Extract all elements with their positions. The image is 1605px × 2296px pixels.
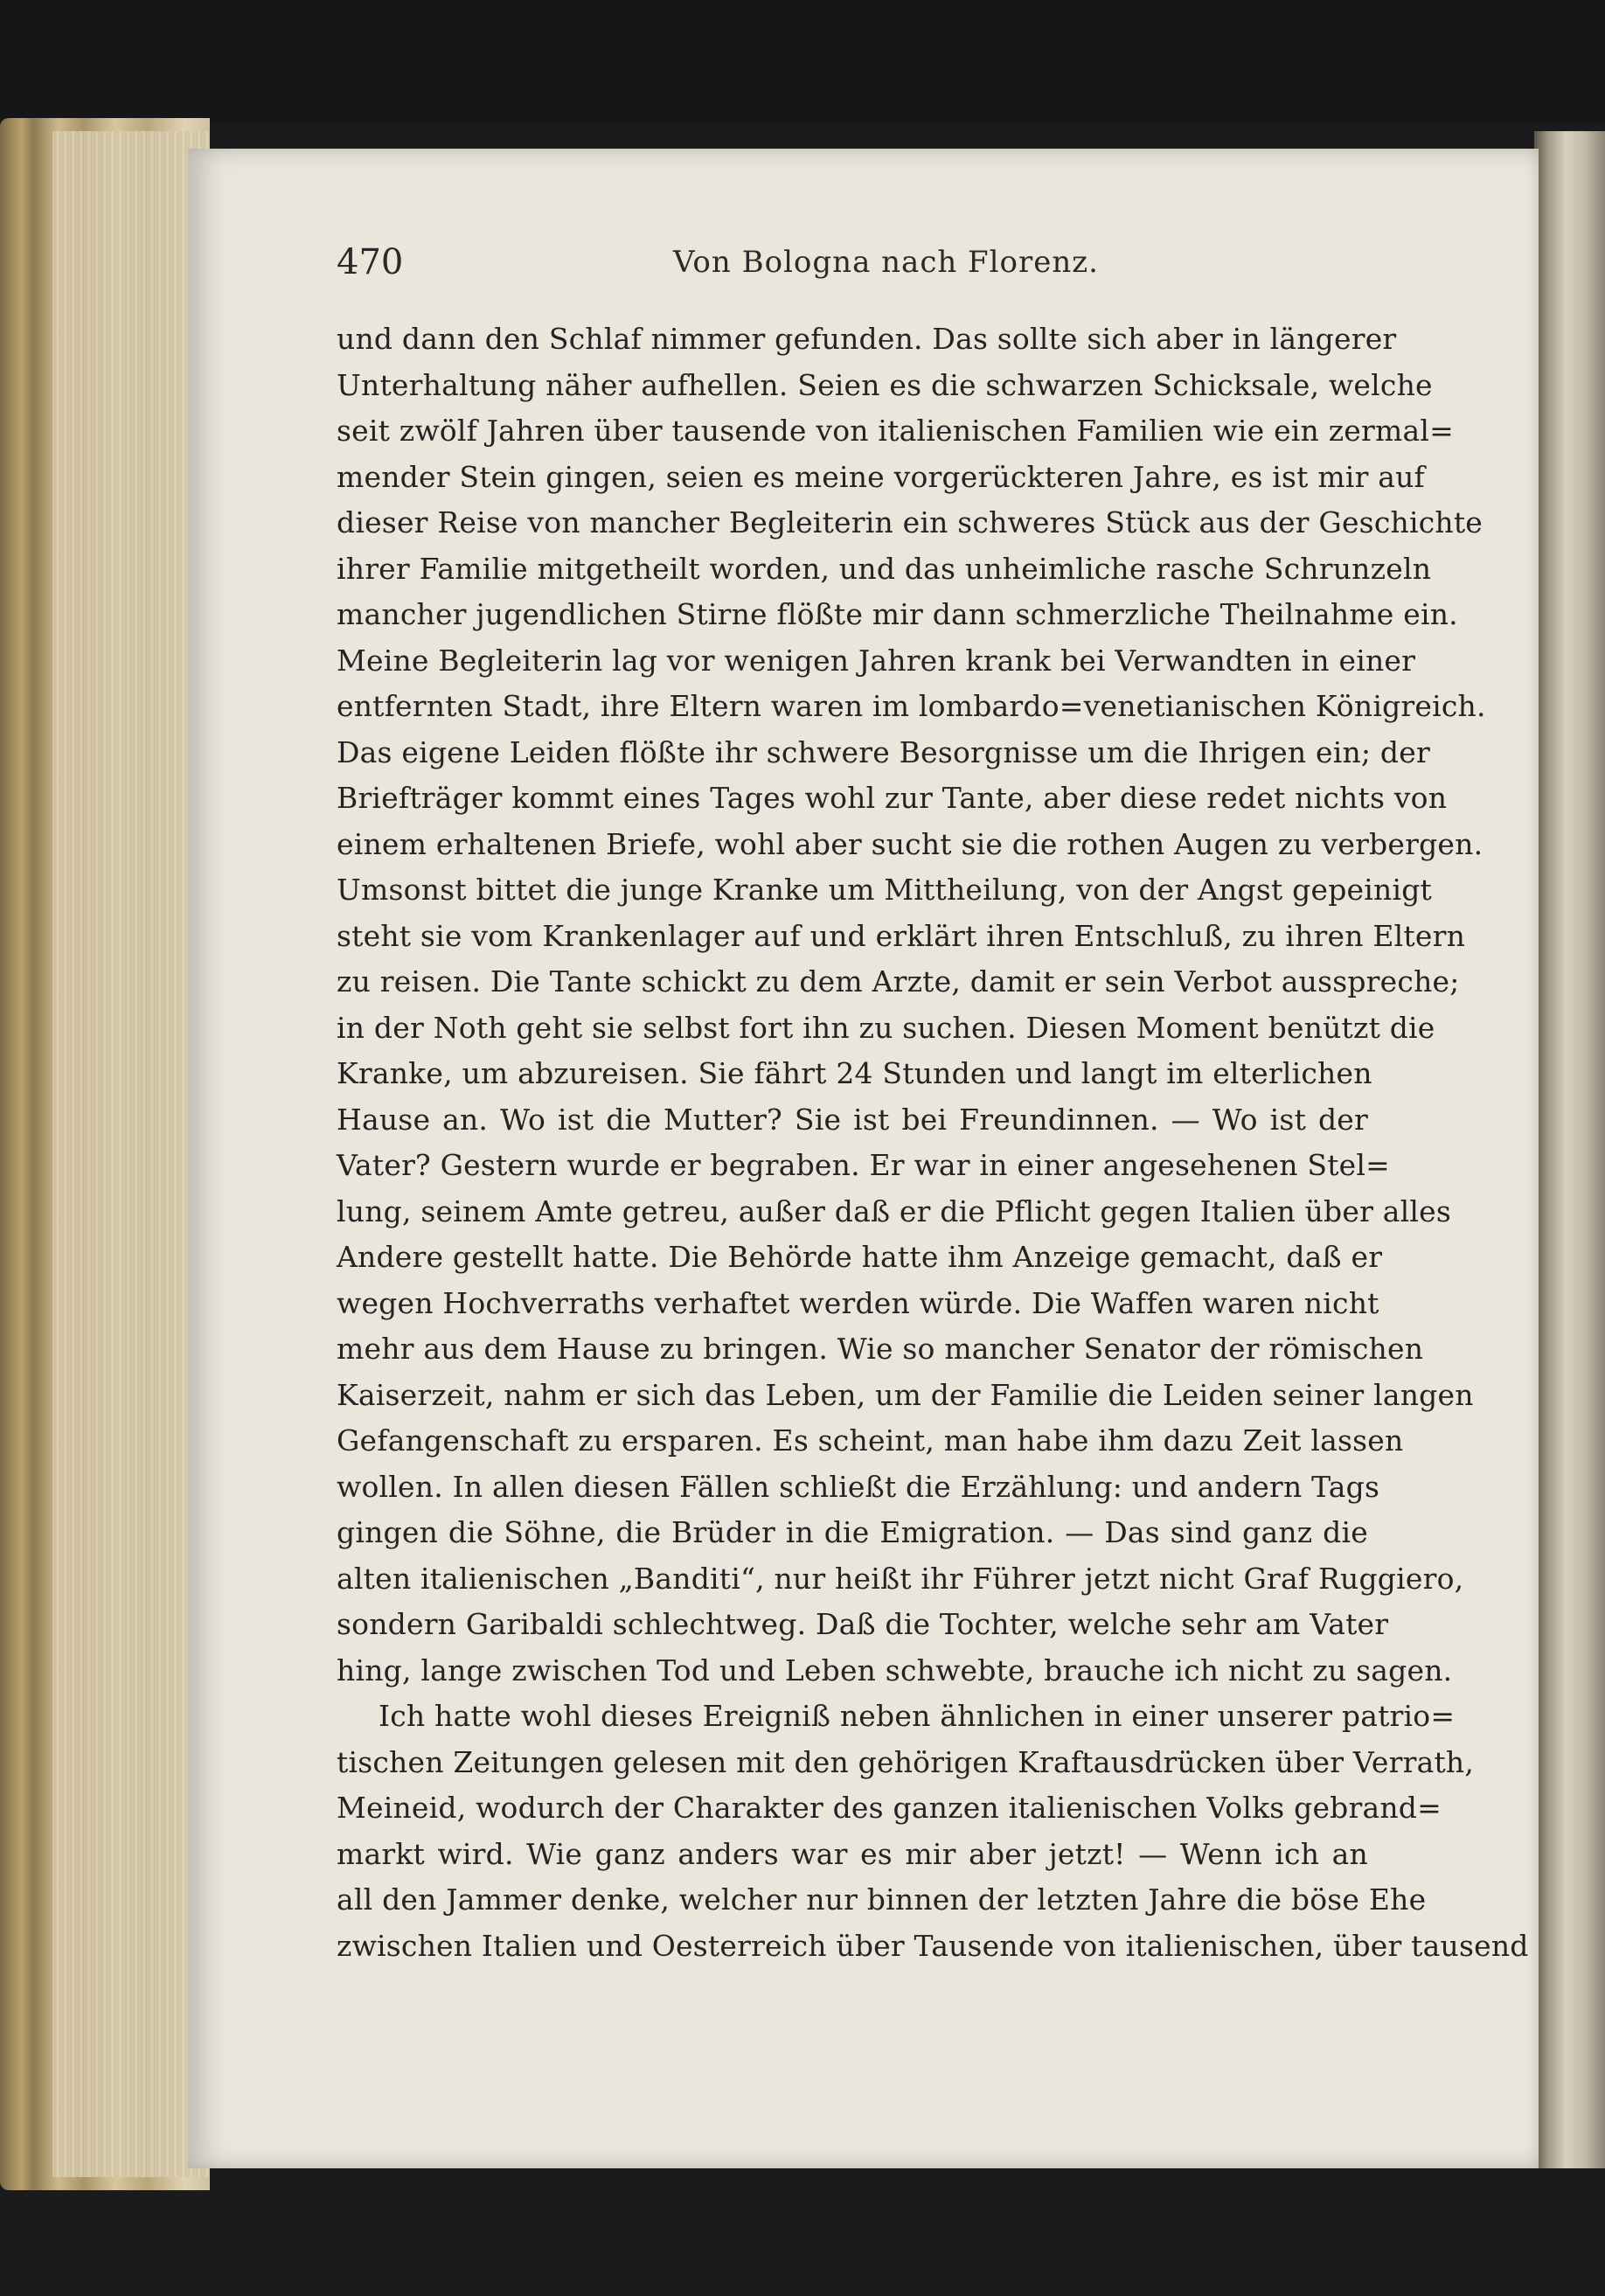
text-line: Briefträger kommt eines Tages wohl zur Tante, aber diese redet nichts von <box>337 781 1448 815</box>
body-text <box>337 317 1529 1969</box>
text-line: gingen die Söhne, die Brüder in die Emigration. — Das sind ganz die <box>337 1515 1368 1549</box>
text-line: seit zwölf Jahren über tausende von italienischen Familien wie ein zermal= <box>337 414 1454 448</box>
text-line: mender Stein gingen, seien es meine vorgerückteren Jahre, es ist mir auf <box>337 459 1425 494</box>
text-line: mehr aus dem Hause zu bringen. Wie so mancher Senator der römischen <box>337 1332 1424 1366</box>
text-line: wegen Hochverraths verhaftet werden würde. Die Waffen waren nicht <box>337 1285 1379 1320</box>
text-line: und dann den Schlaf nimmer gefunden. Das sollte sich aber in längerer <box>337 322 1397 356</box>
text-line: ihrer Familie mitgetheilt worden, und das unheimliche rasche Schrunzeln <box>337 551 1432 586</box>
text-line: Ich hatte wohl dieses Ereigniß neben ähnlichen in einer unserer patrio= <box>379 1699 1456 1733</box>
text-line: dieser Reise von mancher Begleiterin ein schweres Stück aus der Geschichte <box>337 505 1483 539</box>
page-number: 470 <box>337 242 404 282</box>
text-line: sondern Garibaldi schlechtweg. Daß die Tochter, welche sehr am Vater <box>337 1607 1389 1641</box>
text-line: hing, lange zwischen Tod und Leben schwebte, brauche ich nicht zu sagen. <box>337 1652 1453 1687</box>
page-stack <box>52 131 210 2177</box>
text-line: alten italienischen „Banditi“, nur heißt ihr Führer jetzt nicht Graf Ruggiero, <box>337 1561 1464 1596</box>
text-line: einem erhaltenen Briefe, wohl aber sucht sie die rothen Augen zu verbergen. <box>337 826 1483 861</box>
text-line: Gefangenschaft zu ersparen. Es scheint, man habe ihm dazu Zeit lassen <box>337 1423 1404 1458</box>
page-header <box>337 236 1368 289</box>
backdrop <box>0 0 1605 122</box>
text-line: Meine Begleiterin lag vor wenigen Jahren krank bei Verwandten in einer <box>337 643 1416 678</box>
text-line: tischen Zeitungen gelesen mit den gehörigen Kraftausdrücken über Verrath, <box>337 1744 1475 1779</box>
text-line: Umsonst bittet die junge Kranke um Mittheilung, von der Angst gepeinigt <box>337 873 1433 907</box>
text-line: markt wird. Wie ganz anders war es mir aber jetzt! — Wenn ich an <box>337 1836 1368 1871</box>
text-line: Meineid, wodurch der Charakter des ganzen italienischen Volks gebrand= <box>337 1791 1442 1825</box>
text-line: Unterhaltung näher aufhellen. Seien es die schwarzen Schicksale, welche <box>337 367 1433 402</box>
text-line: mancher jugendlichen Stirne flößte mir dann schmerzliche Theilnahme ein. <box>337 597 1458 631</box>
text-line: zu reisen. Die Tante schickt zu dem Arzte, damit er sein Verbot ausspreche; <box>337 964 1460 998</box>
text-line: Kranke, um abzureisen. Sie fährt 24 Stunden und langt im elterlichen <box>337 1056 1372 1090</box>
opposite-page-edge <box>1534 131 1605 2168</box>
text-line: Andere gestellt hatte. Die Behörde hatte ihm Anzeige gemacht, daß er <box>337 1240 1383 1274</box>
text-line: Vater? Gestern wurde er begraben. Er war in einer angesehenen Stel= <box>337 1148 1391 1182</box>
text-line: all den Jammer denke, welcher nur binnen der letzten Jahre die böse Ehe <box>337 1882 1427 1917</box>
text-line: in der Noth geht sie selbst fort ihn zu suchen. Diesen Moment benützt die <box>337 1010 1435 1045</box>
text-line: steht sie vom Krankenlager auf und erklärt ihren Entschluß, zu ihren Eltern <box>337 918 1466 953</box>
text-line: entfernten Stadt, ihre Eltern waren im lombardo=venetianischen Königreich. <box>337 689 1486 723</box>
text-line: zwischen Italien und Oesterreich über Tausende von italienischen, über tausend <box>337 1928 1529 1963</box>
text-line: Kaiserzeit, nahm er sich das Leben, um der Familie die Leiden seiner langen <box>337 1377 1474 1412</box>
text-line: lung, seinem Amte getreu, außer daß er die Pflicht gegen Italien über alles <box>337 1193 1452 1228</box>
running-head: Von Bologna nach Florenz. <box>673 245 1099 280</box>
text-line: Hause an. Wo ist die Mutter? Sie ist bei Freundinnen. — Wo ist der <box>337 1102 1368 1137</box>
text-line: Das eigene Leiden flößte ihr schwere Besorgnisse um die Ihrigen ein; der <box>337 734 1430 769</box>
text-line: wollen. In allen diesen Fällen schließt die Erzählung: und andern Tags <box>337 1469 1380 1504</box>
